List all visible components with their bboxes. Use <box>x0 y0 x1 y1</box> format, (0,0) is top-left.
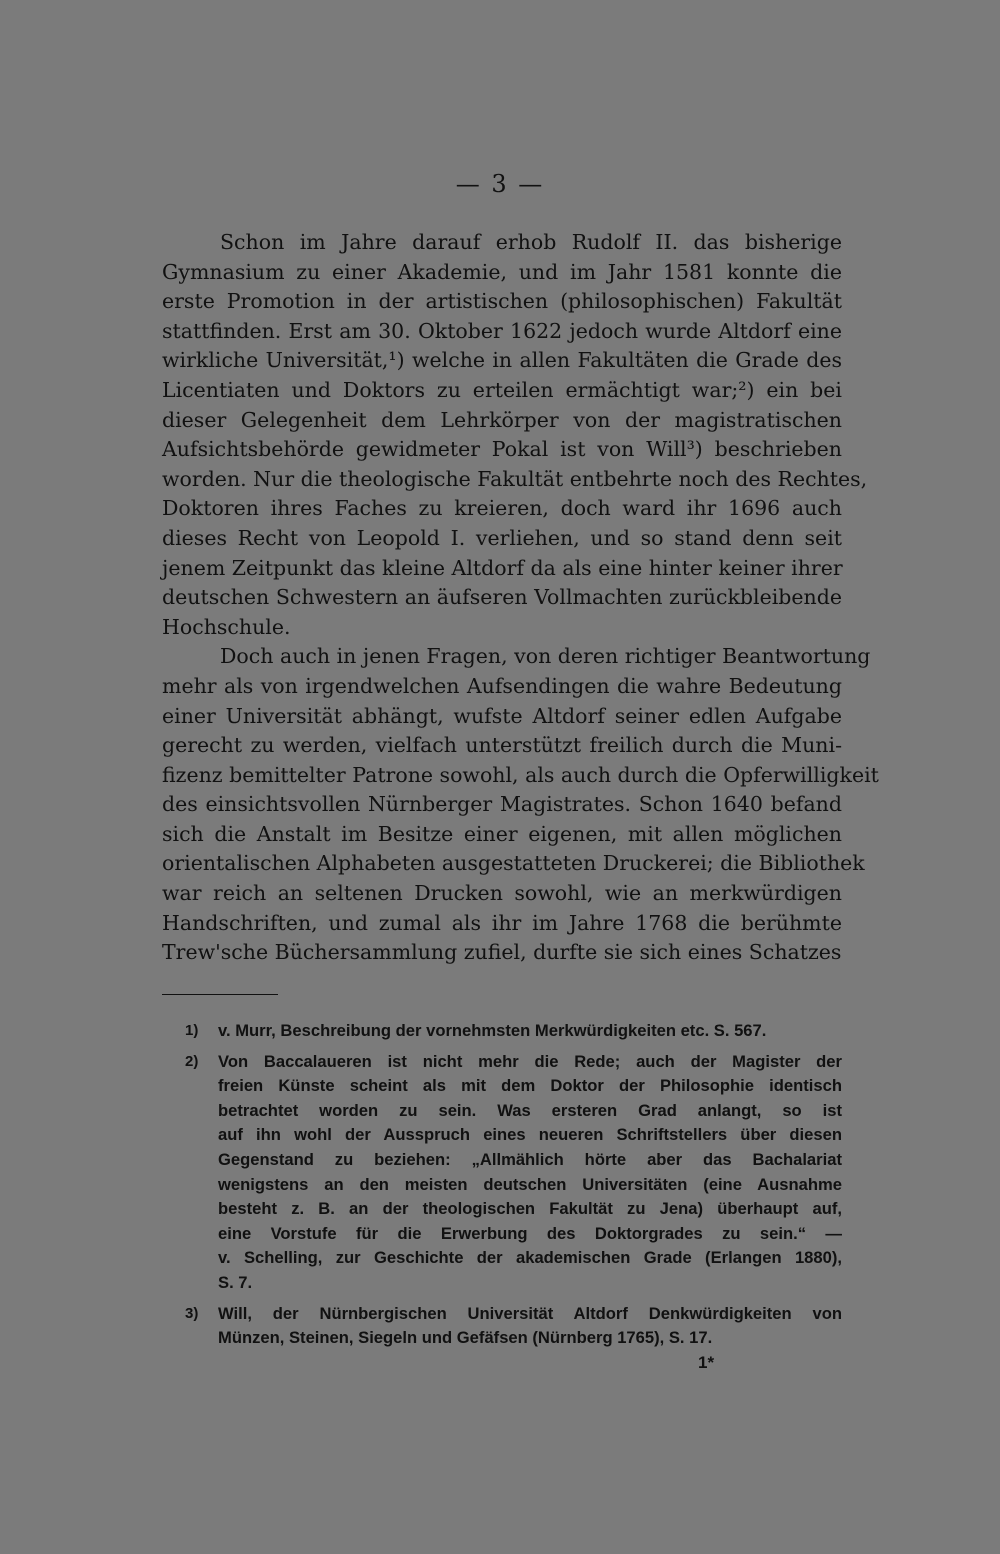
body-line: des einsichtsvollen Nürnberger Magistrates. Schon 1640 befand <box>162 792 842 817</box>
footnote-text <box>190 1050 842 1296</box>
footnote-line: Gegenstand zu beziehen: „Allmählich hörte aber das Bachalariat <box>218 1149 842 1169</box>
footnote-line: betrachtet worden zu sein. Was ersteren Grad anlangt, so ist <box>218 1100 842 1120</box>
footnote-line: auf ihn wohl der Ausspruch eines neueren Schriftstellers über diesen <box>218 1125 842 1145</box>
body-line: orientalischen Alphabeten ausgestatteten Druckerei; die Bibliothek <box>162 851 865 876</box>
body-line: jenem Zeitpunkt das kleine Altdorf da als eine hinter keiner ihrer <box>162 555 843 580</box>
footnote-line: besteht z. B. an der theologischen Fakultät zu Jena) überhaupt auf, <box>218 1199 842 1219</box>
page-number: — 3 — <box>455 170 545 198</box>
footnote-marker: 3) <box>185 1304 199 1322</box>
footnote-text <box>190 1019 842 1044</box>
body-line: Doktoren ihres Faches zu kreieren, doch ward ihr 1696 auch <box>162 496 842 521</box>
footnote-line: Münzen, Steinen, Siegeln und Gefäfsen (Nürnberg 1765), S. 17. <box>218 1328 713 1348</box>
body-line: Aufsichtsbehörde gewidmeter Pokal ist von Will³) beschrieben <box>162 437 842 462</box>
body-line: Schon im Jahre darauf erhob Rudolf II. das bisherige <box>220 230 842 254</box>
footnote-line: S. 7. <box>218 1272 253 1292</box>
footnote-1 <box>185 1019 842 1044</box>
footnote-marker: 1) <box>185 1022 199 1039</box>
body-line: stattfinden. Erst am 30. Oktober 1622 jedoch wurde Altdorf eine <box>162 318 842 343</box>
footnote-marker: 2) <box>185 1052 199 1070</box>
body-line: dieser Gelegenheit dem Lehrkörper von der magistratischen <box>162 407 842 432</box>
body-line: Gymnasium zu einer Akademie, und im Jahr 1581 konnte die <box>162 259 842 284</box>
footnotes <box>185 1019 842 1351</box>
body-line: deutschen Schwestern an äufseren Vollmachten zurückbleibende <box>162 585 842 610</box>
body-line: dieses Recht von Leopold I. verliehen, und so stand denn seit <box>162 525 842 550</box>
footnote-line: Von Baccalaueren ist nicht mehr die Rede; auch der Magister der <box>218 1051 842 1071</box>
body-line: gerecht zu werden, vielfach unterstützt freilich durch die Muni- <box>162 733 842 758</box>
body-line: Licentiaten und Doktors zu erteilen ermächtigt war;²) ein bei <box>162 377 842 402</box>
footnote-line: eine Vorstufe für die Erwerbung des Doktorgrades zu sein.“ — <box>218 1223 842 1243</box>
body-line: sich die Anstalt im Besitze einer eigenen, mit allen möglichen <box>162 821 842 846</box>
body-line: worden. Nur die theologische Fakultät entbehrte noch des Rechtes, <box>162 466 868 491</box>
footnote-3 <box>185 1302 842 1351</box>
body-line: Trew'sche Büchersammlung zufiel, durfte sie sich eines Schatzes <box>162 940 842 965</box>
footnote-line: freien Künste scheint als mit dem Doktor der Philosophie identisch <box>218 1076 842 1096</box>
footnote-line: Will, der Nürnbergischen Universität Altdorf Denkwürdigkeiten von <box>218 1303 842 1323</box>
body-line: Handschriften, und zumal als ihr im Jahre 1768 die berühmte <box>162 910 842 935</box>
footnote-separator <box>162 994 278 995</box>
footnote-text <box>190 1302 842 1351</box>
body-line: war reich an seltenen Drucken sowohl, wie an merkwürdigen <box>162 881 842 906</box>
body-line: Hochschule. <box>162 614 291 639</box>
footnote-2 <box>185 1050 842 1296</box>
body-text <box>162 228 879 968</box>
footnote-line: v. Murr, Beschreibung der vornehmsten Merkwürdigkeiten etc. S. 567. <box>218 1021 767 1040</box>
body-line: erste Promotion in der artistischen (philosophischen) Fakultät <box>162 289 842 314</box>
signature-mark: 1* <box>698 1353 715 1372</box>
body-line: fizenz bemittelter Patrone sowohl, als auch durch die Opferwilligkeit <box>162 762 879 787</box>
footnote-line: wenigstens an den meisten deutschen Universitäten (eine Ausnahme <box>218 1174 842 1194</box>
footnote-line: v. Schelling, zur Geschichte der akademischen Grade (Erlangen 1880), <box>218 1248 842 1268</box>
body-line: mehr als von irgendwelchen Aufsendingen die wahre Bedeutung <box>162 673 842 698</box>
body-line: wirkliche Universität,¹) welche in allen Fakultäten die Grade des <box>162 348 842 373</box>
body-line: einer Universität abhängt, wufste Altdorf seiner edlen Aufgabe <box>162 703 842 728</box>
body-line: Doch auch in jenen Fragen, von deren richtiger Beantwortung <box>220 644 871 669</box>
